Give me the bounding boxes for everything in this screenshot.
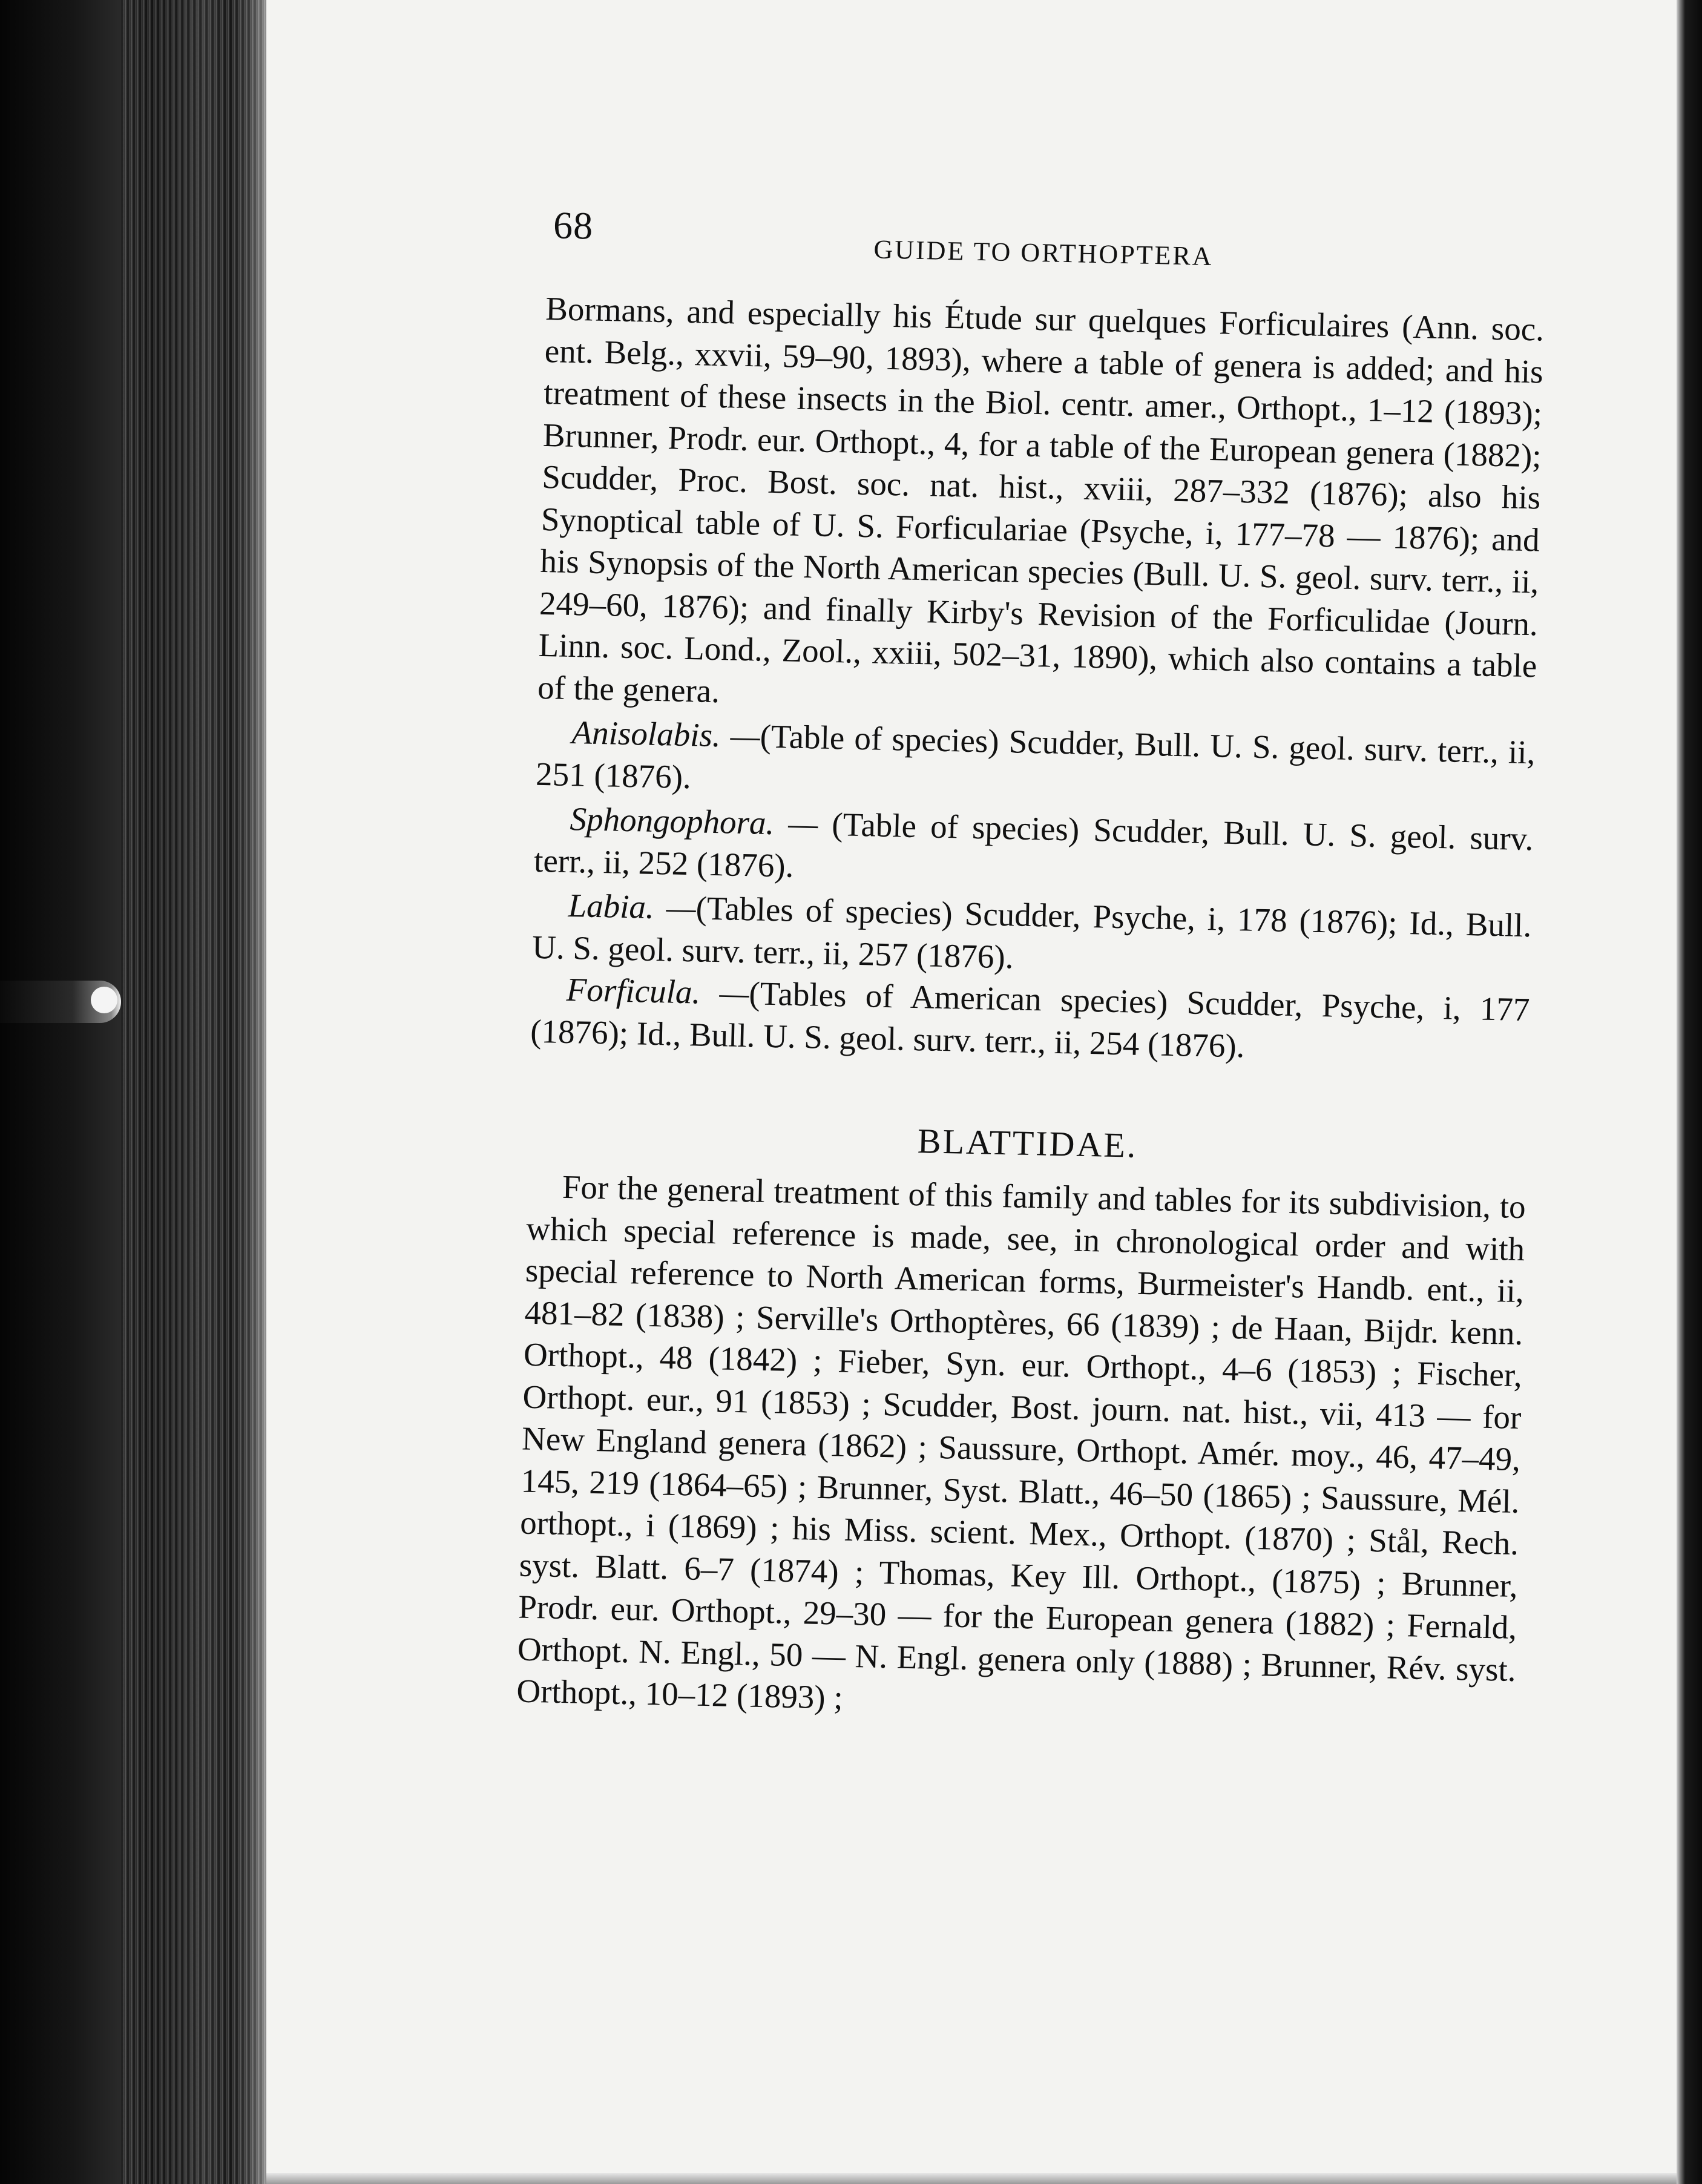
genus-reference: (Table of species) Scudder, Bull. U. S. geol. surv. terr., ii, 252 (1876). (533, 805, 1534, 884)
text-block (516, 203, 1546, 1733)
page-bottom-edge (266, 2173, 1677, 2184)
page-stack-edge (121, 0, 266, 2184)
genus-reference: (Table of species) Scudder, Bull. U. S. geol. surv. terr., ii, 251 (1876). (535, 717, 1536, 795)
genus-name: Anisolabis. — (571, 714, 761, 755)
section-heading: BLATTIDAE. (917, 1121, 1138, 1165)
intro-paragraph: Bormans, and especially his Étude sur quelques Forficulaires (Ann. soc. ent. Belg., xxvii, 59–90, 1893), where a table of genera is added; and his treatment of these insects in the Biol. centr. amer., Orthopt., 1–12 (1893); Brunner, Prodr. eur. Orthopt., 4, for a table of the European genera (1882); Scudder, Proc. Bost. soc. nat. hist., xviii, 287–332 (1876); also his Synoptical table of U. S. Forficulariae (Psyche, i, 177–78 — 1876); and his Synopsis of the North American species (Bull. U. S. geol. surv. terr., ii, 249–60, 1876); and finally Kirby's Revision of the Forficulidae (Journ. Linn. soc. Lond., Zool., xxiii, 502–31, 1890), which also contains a table of the genera. (537, 289, 1545, 709)
genus-reference: (Tables of species) Scudder, Psyche, i, 178 (1876); Id., Bull. U. S. geol. surv. terr., ii, 257 (1876). (531, 889, 1532, 975)
genus-name: Sphongophora. — (570, 800, 818, 843)
binding-clip-highlight (91, 987, 117, 1013)
genus-name: Forficula. — (566, 970, 750, 1012)
section-paragraph: For the general treatment of this family and tables for its subdivision, to which special reference is made, see, in chronological order and with special reference to North American forms, Burmeister's Handb. ent., ii, 481–82 (1838) ; Serville's Orthoptères, 66 (1839) ; de Haan, Bijdr. kenn. Orthopt., 48 (1842) ; Fieber, Syn. eur. Orthopt., 4–6 (1853) ; Fischer, Orthopt. eur., 91 (1853) ; Scudder, Bost. journ. nat. hist., vii, 413 — for New England genera (1862) ; Saussure, Orthopt. Amér. moy., 46, 47–49, 145, 219 (1864–65) ; Brunner, Syst. Blatt., 46–50 (1865) ; Saussure, Mél. orthopt., i (1869) ; his Miss. scient. Mex., Orthopt. (1870) ; Stål, Rech. syst. Blatt. 6–7 (1874) ; Thomas, Key Ill. Orthopt., (1875) ; Brunner, Prodr. eur. Orthopt., 29–30 — for the European genera (1882) ; Fernald, Orthopt. N. Engl., 50 — N. Engl. genera only (1888) ; Brunner, Rév. syst. Orthopt., 10–12 (1893) ; (516, 1168, 1526, 1716)
running-head-title: GUIDE TO ORTHOPTERA (873, 234, 1214, 272)
genus-name: Labia. — (568, 886, 697, 927)
genus-reference: (Tables of American species) Scudder, Psyche, i, 177 (1876); Id., Bull. U. S. geol. surv. terr., ii, 254 (1876). (530, 975, 1531, 1064)
page-number: 68 (553, 203, 594, 248)
book-board-edge (1677, 0, 1702, 2184)
